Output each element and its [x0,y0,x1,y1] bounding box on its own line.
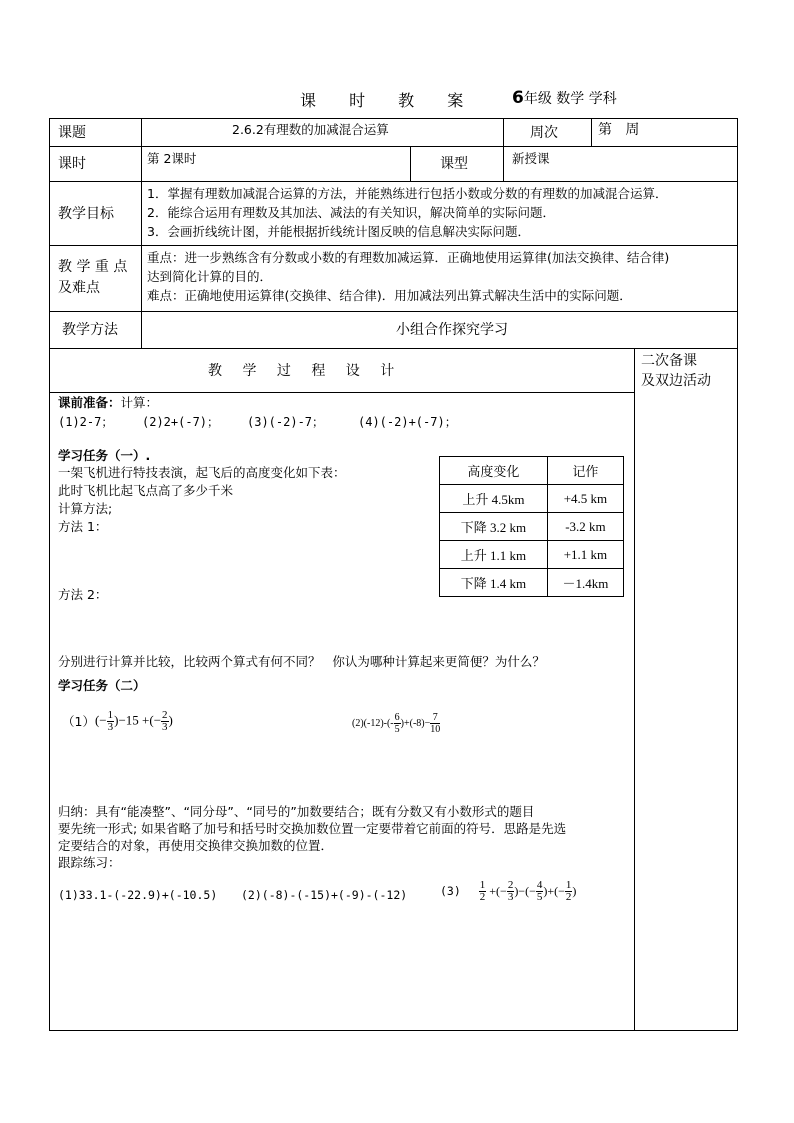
task1-title: 学习任务（一）. [58,448,151,463]
task2-title: 学习任务（二） [58,678,146,693]
goals-list [147,184,732,241]
exercise-2-start: (2)(-12)-(- [352,717,394,729]
task1-line: 此时飞机比起飞点高了多少千米 [58,483,234,498]
practice-3-label: (3) [440,884,461,898]
grade-number: 6 [512,88,524,108]
task1-line: 一架飞机进行特技表演，起飞后的高度变化如下表： [58,465,346,480]
table-row [440,485,624,513]
method-value: 小组合作探究学习 [396,322,508,338]
method1-label: 方法 1： [58,519,108,534]
key-label-line1: 教 学 重 点 [58,259,128,275]
topic-value: 2.6.2有理数的加减混合运算 [232,122,389,137]
table-cell: 上升 4.5km [440,485,548,513]
goal-item: 3．会画折线统计图，并能根据折线统计图反映的信息解决实际问题． [147,224,530,239]
table-cell: 上升 1.1 km [440,541,548,569]
table-cell: －1.4km [547,569,623,597]
practice-title: 跟踪练习： [58,855,121,870]
exercise-1-expr: (− $\frac{1}{3}$ )−15 +(− $\frac{2}{3}$ ) [94,708,173,733]
practice-item: (1)33.1-(-22.9)+(-10.5) [58,888,218,902]
page-title: 课 时 教 案 [300,91,478,110]
summary-line: 要先统一形式; 如果省略了加号和括号时交换加数位置一定要带着它前面的符号．思路是先选 [58,821,567,836]
task1-body [58,464,346,536]
prep-item: (1)2-7； [58,415,114,429]
table-cell: +4.5 km [547,485,623,513]
side-label-line1: 二次备课 [641,353,697,369]
compare-question: 分别进行计算并比较，比较两个算式有何不同？ 你认为哪种计算起来更简便？为什么？ [58,654,545,669]
side-label-line2: 及双边活动 [641,373,711,389]
task1-line: 计算方法; [58,501,113,516]
topic-label: 课题 [58,125,86,141]
table-header: 记作 [547,457,623,485]
prep-item: (4)(-2)+(-7)； [358,415,457,429]
table-row [440,569,624,597]
week-value: 第 周 [598,122,640,138]
table-cell: +1.1 km [547,541,623,569]
type-value: 新授课 [512,151,550,166]
method2-label: 方法 2： [58,587,108,602]
goal-item: 1．掌握有理数加减混合运算的方法，并能熟练进行包括小数或分数的有理数的加减混合运算． [147,186,668,201]
goals-label: 教学目标 [58,206,114,222]
exercise-1-label: （1） [62,713,95,729]
week-label: 周次 [530,125,558,141]
method-label: 教学方法 [62,322,118,338]
prep-item: (2)2+(-7)； [142,415,220,429]
summary-line: 归纳：具有“能凑整”、“同分母”、“同号的”加数要结合；既有分数又有小数形式的题目 [58,804,535,819]
process-heading: 教 学 过 程 设 计 [208,363,403,379]
goal-item: 2．能综合运用有理数及其加法、减法的有关知识，解决简单的实际问题． [147,205,555,220]
table-row [440,513,624,541]
practice-item-3: (3) $\frac{1}{2}$ +(− $\frac{2}{3}$ )−(− $\frac{4}{5}$ )+(− $\frac{1}{2}$ ) [440,878,577,903]
grade-subject-text: 年级 数学 学科 [523,91,617,107]
exercise-2: (2)(-12)-(- $\frac{6}{5}$ )+(-8)− $\frac{7}{10}$ [352,711,441,735]
table-cell: 下降 1.4 km [440,569,548,597]
key-label-line2: 及难点 [58,280,100,296]
summary-line: 定要结合的对象，再使用交换律交换加数的位置． [58,838,334,853]
practice-item: (2)(-8)-(-15)+(-9)-(-12) [241,888,408,902]
table-row [440,541,624,569]
key-points [147,248,735,305]
key-point: 达到简化计算的目的． [147,269,273,284]
summary [58,803,628,871]
page-header [0,88,794,112]
difficulty: 难点：正确地使用运算律(交换律、结合律)．用加减法列出算式解决生活中的实际问题． [147,288,632,303]
prep-line [58,393,158,412]
table-cell: -3.2 km [547,513,623,541]
key-point: 重点：进一步熟练含有分数或小数的有理数加减运算．正确地使用运算律(加法交换律、结合律) [147,250,670,265]
grade-subject [512,88,617,108]
prep-text: 计算： [120,395,159,410]
table-header: 高度变化 [440,457,548,485]
type-label: 课型 [440,156,468,172]
prep-item: (3)(-2)-7； [247,415,325,429]
altitude-table [439,456,624,597]
period-label: 课时 [58,156,86,172]
table-header-row [440,457,624,485]
period-value: 第 2课时 [147,151,197,166]
prep-label: 课前准备： [58,395,121,410]
exercise-1 [62,704,173,738]
table-cell: 下降 3.2 km [440,513,548,541]
